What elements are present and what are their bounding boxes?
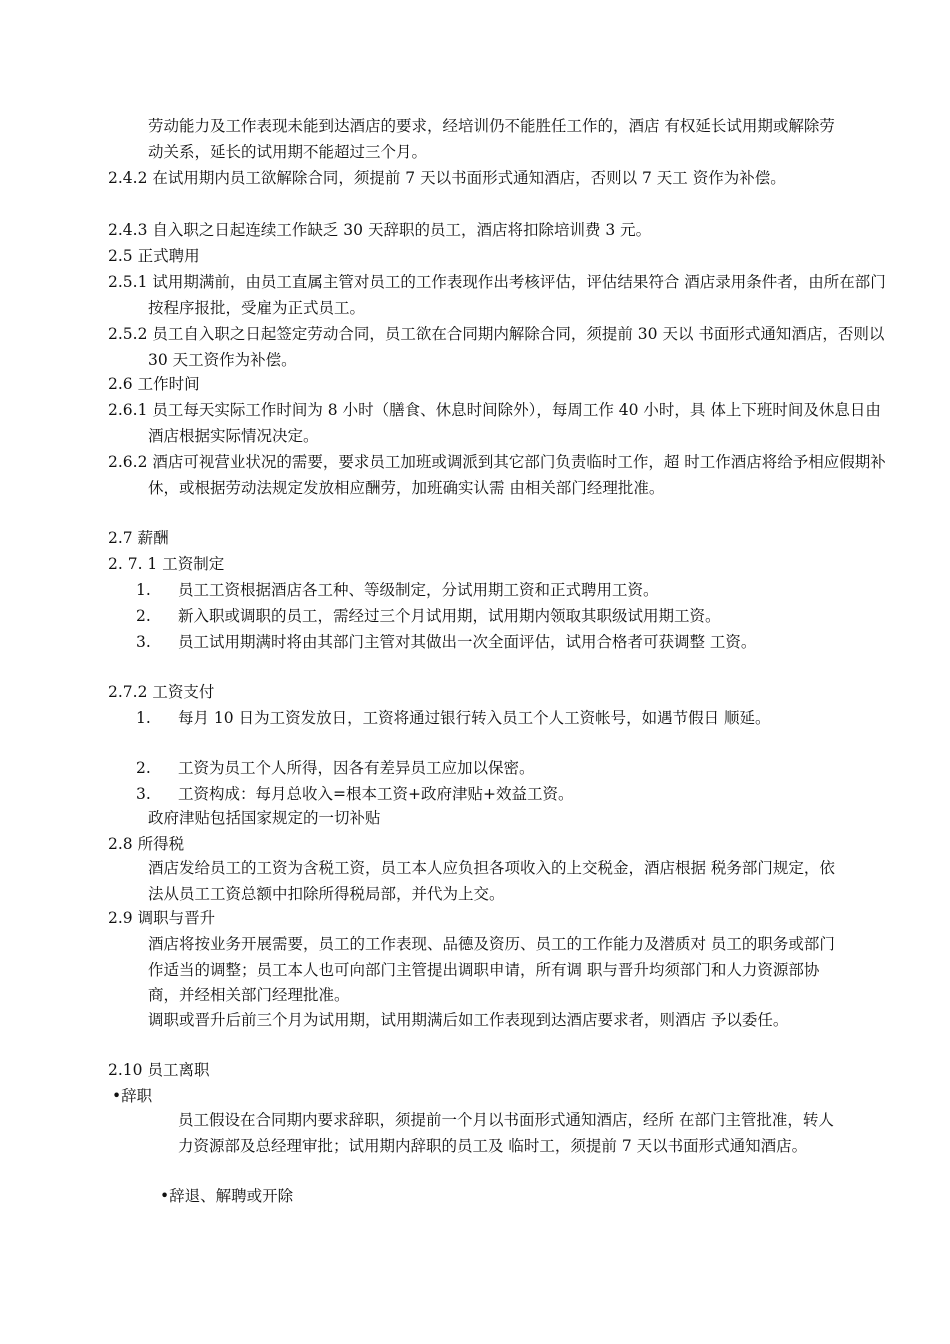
list-text: 员工试用期满时将由其部门主管对其做出一次全面评估，试用合格者可获调整 工资。 bbox=[178, 633, 757, 651]
paragraph-resignation: 员工假设在合同期内要求辞职，须提前一个月以书面形式通知酒店，经所 在部门主管批准，转人力资源部及总经理审批；试用期内辞职的员工及 临时工，须提前 7 天以书面形式通知酒店。 bbox=[178, 1111, 834, 1155]
list-number: 2. bbox=[136, 607, 151, 625]
clause-2-6-1: 2.6.1 员工每天实际工作时间为 8 小时（膳食、休息时间除外），每周工作 40 小时，具 体上下班时间及休息日由酒店根据实际情况决定。 bbox=[108, 401, 881, 445]
clause-2-6-2: 2.6.2 酒店可视营业状况的需要，要求员工加班或调派到其它部门负责临时工作，超 时工作酒店将给予相应假期补休，或根据劳动法规定发放相应酬劳，加班确实认需 由相关部门经理批准。 bbox=[108, 453, 886, 497]
list-text: 工资为员工个人所得，因各有差异员工应加以保密。 bbox=[178, 759, 535, 777]
list-number: 3. bbox=[136, 633, 151, 651]
clause-2-5-1: 2.5.1 试用期满前，由员工直属主管对员工的工作表现作出考核评估，评估结果符合 酒店录用条件者，由所在部门按程序报批，受雇为正式员工。 bbox=[108, 273, 886, 317]
paragraph-probation-extension: 劳动能力及工作表现未能到达酒店的要求，经培训仍不能胜任工作的，酒店 有权延长试用期或解除劳动关系，延长的试用期不能超过三个月。 bbox=[148, 117, 835, 161]
heading-2-5: 2.5 正式聘用 bbox=[108, 247, 200, 265]
list-text: 新入职或调职的员工，需经过三个月试用期，试用期内领取其职级试用期工资。 bbox=[178, 607, 721, 625]
list-number: 2. bbox=[136, 759, 151, 777]
list-number: 3. bbox=[136, 785, 151, 803]
heading-2-6: 2.6 工作时间 bbox=[108, 375, 200, 393]
list-item bbox=[136, 706, 890, 732]
list-number: 1. bbox=[136, 709, 151, 727]
heading-2-7-1: 2. 7. 1 工资制定 bbox=[108, 555, 225, 573]
paragraph-transfer-promotion: 酒店将按业务开展需要，员工的工作表现、品德及资历、员工的工作能力及潜质对 员工的职务或部门作适当的调整；员工本人也可向部门主管提出调职申请，所有调 职与晋升均须部门和人力资源部协商，并经相关部门经理批准。 bbox=[148, 935, 835, 1004]
list-item bbox=[136, 756, 890, 782]
heading-2-8: 2.8 所得税 bbox=[108, 835, 185, 853]
paragraph-transfer-probation: 调职或晋升后前三个月为试用期，试用期满后如工作表现到达酒店要求者，则酒店 予以委任。 bbox=[148, 1011, 789, 1029]
subsidy-note: 政府津贴包括国家规定的一切补贴 bbox=[148, 809, 381, 827]
clause-2-4-3: 2.4.3 自入职之日起连续工作缺乏 30 天辞职的员工，酒店将扣除培训费 3 元。 bbox=[108, 221, 652, 239]
list-item bbox=[136, 782, 890, 808]
list-item bbox=[136, 578, 890, 604]
heading-2-7-2: 2.7.2 工资支付 bbox=[108, 683, 215, 701]
heading-2-9: 2.9 调职与晋升 bbox=[108, 909, 216, 927]
clause-2-4-2: 2.4.2 在试用期内员工欲解除合同，须提前 7 天以书面形式通知酒店，否则以 7 天工 资作为补偿。 bbox=[108, 169, 786, 187]
list-text: 员工工资根据酒店各工种、等级制定，分试用期工资和正式聘用工资。 bbox=[178, 581, 659, 599]
list-item bbox=[136, 604, 890, 630]
heading-2-10: 2.10 员工离职 bbox=[108, 1061, 210, 1079]
list-number: 1. bbox=[136, 581, 151, 599]
paragraph-income-tax: 酒店发给员工的工资为含税工资，员工本人应负担各项收入的上交税金，酒店根据 税务部门规定，依法从员工工资总额中扣除所得税局部，并代为上交。 bbox=[148, 859, 835, 903]
bullet-dismissal: •辞退、解聘或开除 bbox=[160, 1187, 294, 1205]
list-text: 每月 10 日为工资发放日，工资将通过银行转入员工个人工资帐号，如遇节假日 顺延。 bbox=[178, 709, 771, 727]
list-item bbox=[136, 630, 890, 656]
list-text: 工资构成：每月总收入=根本工资+政府津贴+效益工资。 bbox=[178, 785, 574, 803]
bullet-resignation: •辞职 bbox=[112, 1087, 153, 1105]
clause-2-5-2: 2.5.2 员工自入职之日起签定劳动合同，员工欲在合同期内解除合同，须提前 30 天以 书面形式通知酒店，否则以 30 天工资作为补偿。 bbox=[108, 325, 885, 369]
heading-2-7: 2.7 薪酬 bbox=[108, 529, 169, 547]
